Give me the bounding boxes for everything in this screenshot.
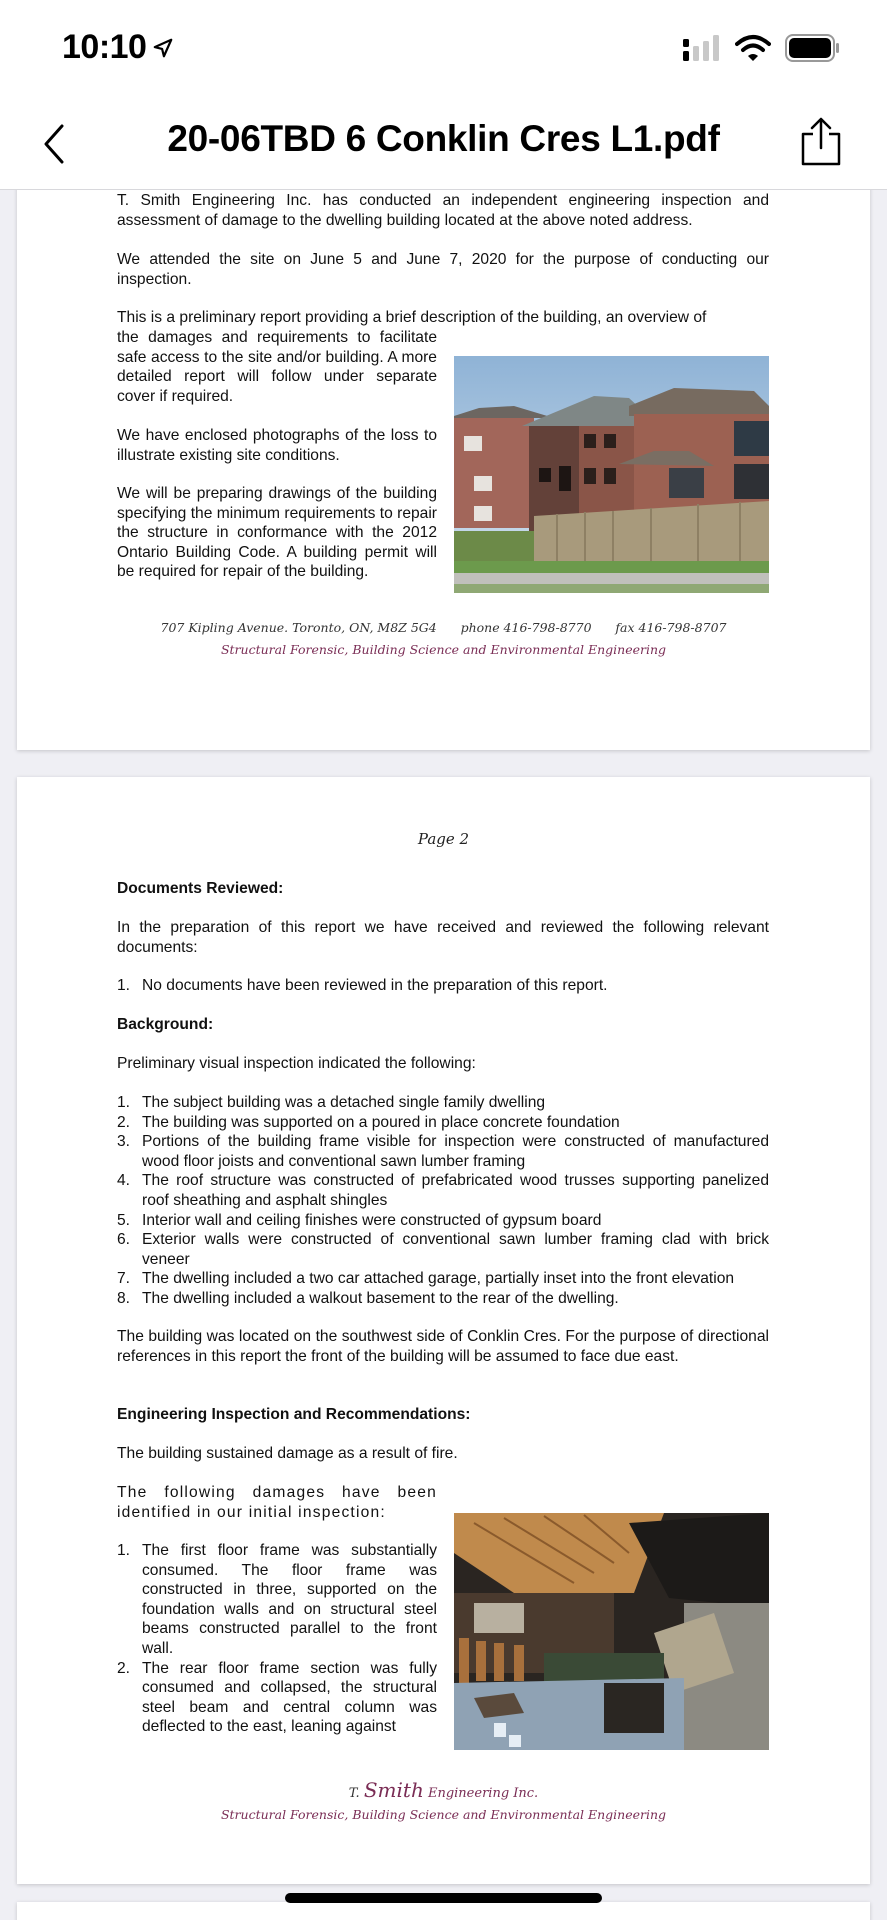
heading-documents-reviewed: Documents Reviewed: bbox=[117, 880, 284, 897]
share-button[interactable] bbox=[799, 116, 843, 168]
interior-fire-photo bbox=[454, 1513, 769, 1750]
home-indicator[interactable] bbox=[285, 1893, 602, 1903]
document-title: 20-06TBD 6 Conklin Cres L1.pdf bbox=[167, 118, 720, 159]
list-item: 2. The rear floor frame section was fully consumed and collapsed, the structural steel beam and central column was deflected to the east, leaning against bbox=[117, 1659, 437, 1736]
footer-tagline: Structural Forensic, Building Science and Environmental Engineering bbox=[220, 1807, 667, 1822]
pdf-page-3 bbox=[17, 1902, 870, 1920]
list-item: 7. The dwelling included a two car attached garage, partially inset into the front elevation bbox=[117, 1270, 735, 1288]
page-number-label: Page 2 bbox=[417, 830, 470, 848]
footer-company-name: Smith bbox=[363, 1778, 424, 1802]
background-intro: Preliminary visual inspection indicated the following: bbox=[117, 1055, 476, 1072]
footer-tagline: Structural Forensic, Building Science and Environmental Engineering bbox=[220, 642, 667, 657]
footer-company: T. Smith Engineering Inc. bbox=[348, 1778, 539, 1802]
footer-fax: fax 416-798-8707 bbox=[615, 620, 727, 635]
footer-contact bbox=[17, 620, 870, 635]
list-item: 2. The building was supported on a poured in place concrete foundation bbox=[117, 1113, 620, 1131]
status-bar bbox=[0, 0, 887, 100]
heading-inspection: Engineering Inspection and Recommendations: bbox=[117, 1406, 471, 1423]
exterior-fire-photo bbox=[454, 356, 769, 593]
intro-paragraph: T. Smith Engineering Inc. has conducted an independent engineering inspection and assessment of damage to the dwelling building located at the above noted address. bbox=[117, 192, 769, 229]
pdf-page-1 bbox=[17, 190, 870, 750]
list-item: 6. Exterior walls were constructed of conventional sawn lumber framing clad with brick veneer bbox=[117, 1231, 769, 1268]
pdf-page-2 bbox=[17, 777, 870, 1884]
heading-background: Background: bbox=[117, 1016, 214, 1033]
list-item: 1. The subject building was a detached single family dwelling bbox=[117, 1094, 546, 1111]
list-item: 1. No documents have been reviewed in the preparation of this report. bbox=[117, 977, 608, 994]
wifi-icon bbox=[735, 34, 771, 62]
documents-list bbox=[117, 976, 769, 996]
nav-bar bbox=[0, 100, 887, 190]
list-item: 5. Interior wall and ceiling finishes were constructed of gypsum board bbox=[117, 1211, 602, 1229]
list-item: 3. Portions of the building frame visible for inspection were constructed of manufactured wood floor joists and conventional sawn lumber framing bbox=[117, 1133, 769, 1170]
share-icon bbox=[799, 116, 843, 168]
preliminary-report-paragraph-wrap: the damages and requirements to facilitate safe access to the site and/or building. A more detailed report will follow under separate cover if required. bbox=[117, 329, 437, 405]
inspection-intro: The building sustained damage as a result of fire. bbox=[117, 1445, 458, 1462]
pdf-viewer[interactable] bbox=[0, 190, 887, 1920]
list-item: 8. The dwelling included a walkout basement to the rear of the dwelling. bbox=[117, 1289, 619, 1307]
list-item: 1. The first floor frame was substantially consumed. The floor frame was constructed in three, supported on the foundation walls and on structural steel beams constructed parallel to the front wall. bbox=[117, 1542, 437, 1657]
damages-list bbox=[117, 1541, 437, 1737]
location-arrow-icon bbox=[152, 37, 174, 59]
photographs-paragraph: We have enclosed photographs of the loss to illustrate existing site conditions. bbox=[117, 427, 437, 464]
site-attendance-paragraph: We attended the site on June 5 and June 7, 2020 for the purpose of conducting our inspection. bbox=[117, 251, 769, 288]
location-paragraph: The building was located on the southwest side of Conklin Cres. For the purpose of directional references in this report the front of the building will be assumed to face due east. bbox=[117, 1328, 769, 1365]
footer-address: 707 Kipling Avenue. Toronto, ON, M8Z 5G4 bbox=[160, 620, 437, 635]
cellular-signal-icon bbox=[683, 35, 721, 61]
list-item: 4. The roof structure was constructed of prefabricated wood trusses supporting panelized roof sheathing and asphalt shingles bbox=[117, 1172, 769, 1209]
preliminary-report-paragraph-line1: This is a preliminary report providing a brief description of the building, an overview of bbox=[117, 309, 707, 326]
footer-phone: phone 416-798-8770 bbox=[460, 620, 592, 635]
damages-intro: The following damages have been identified in our initial inspection: bbox=[117, 1484, 437, 1521]
status-icons bbox=[683, 34, 841, 62]
time-label: 10:10 bbox=[62, 28, 147, 66]
status-time bbox=[62, 28, 174, 67]
drawings-paragraph: We will be preparing drawings of the building specifying the minimum requirements to repair the structure in conformance with the 2012 Ontario Building Code. A building permit will be required for repair of the building. bbox=[117, 485, 437, 581]
battery-icon bbox=[785, 34, 841, 62]
documents-intro: In the preparation of this report we have received and reviewed the following relevant documents: bbox=[117, 919, 769, 956]
background-list bbox=[117, 1093, 769, 1309]
